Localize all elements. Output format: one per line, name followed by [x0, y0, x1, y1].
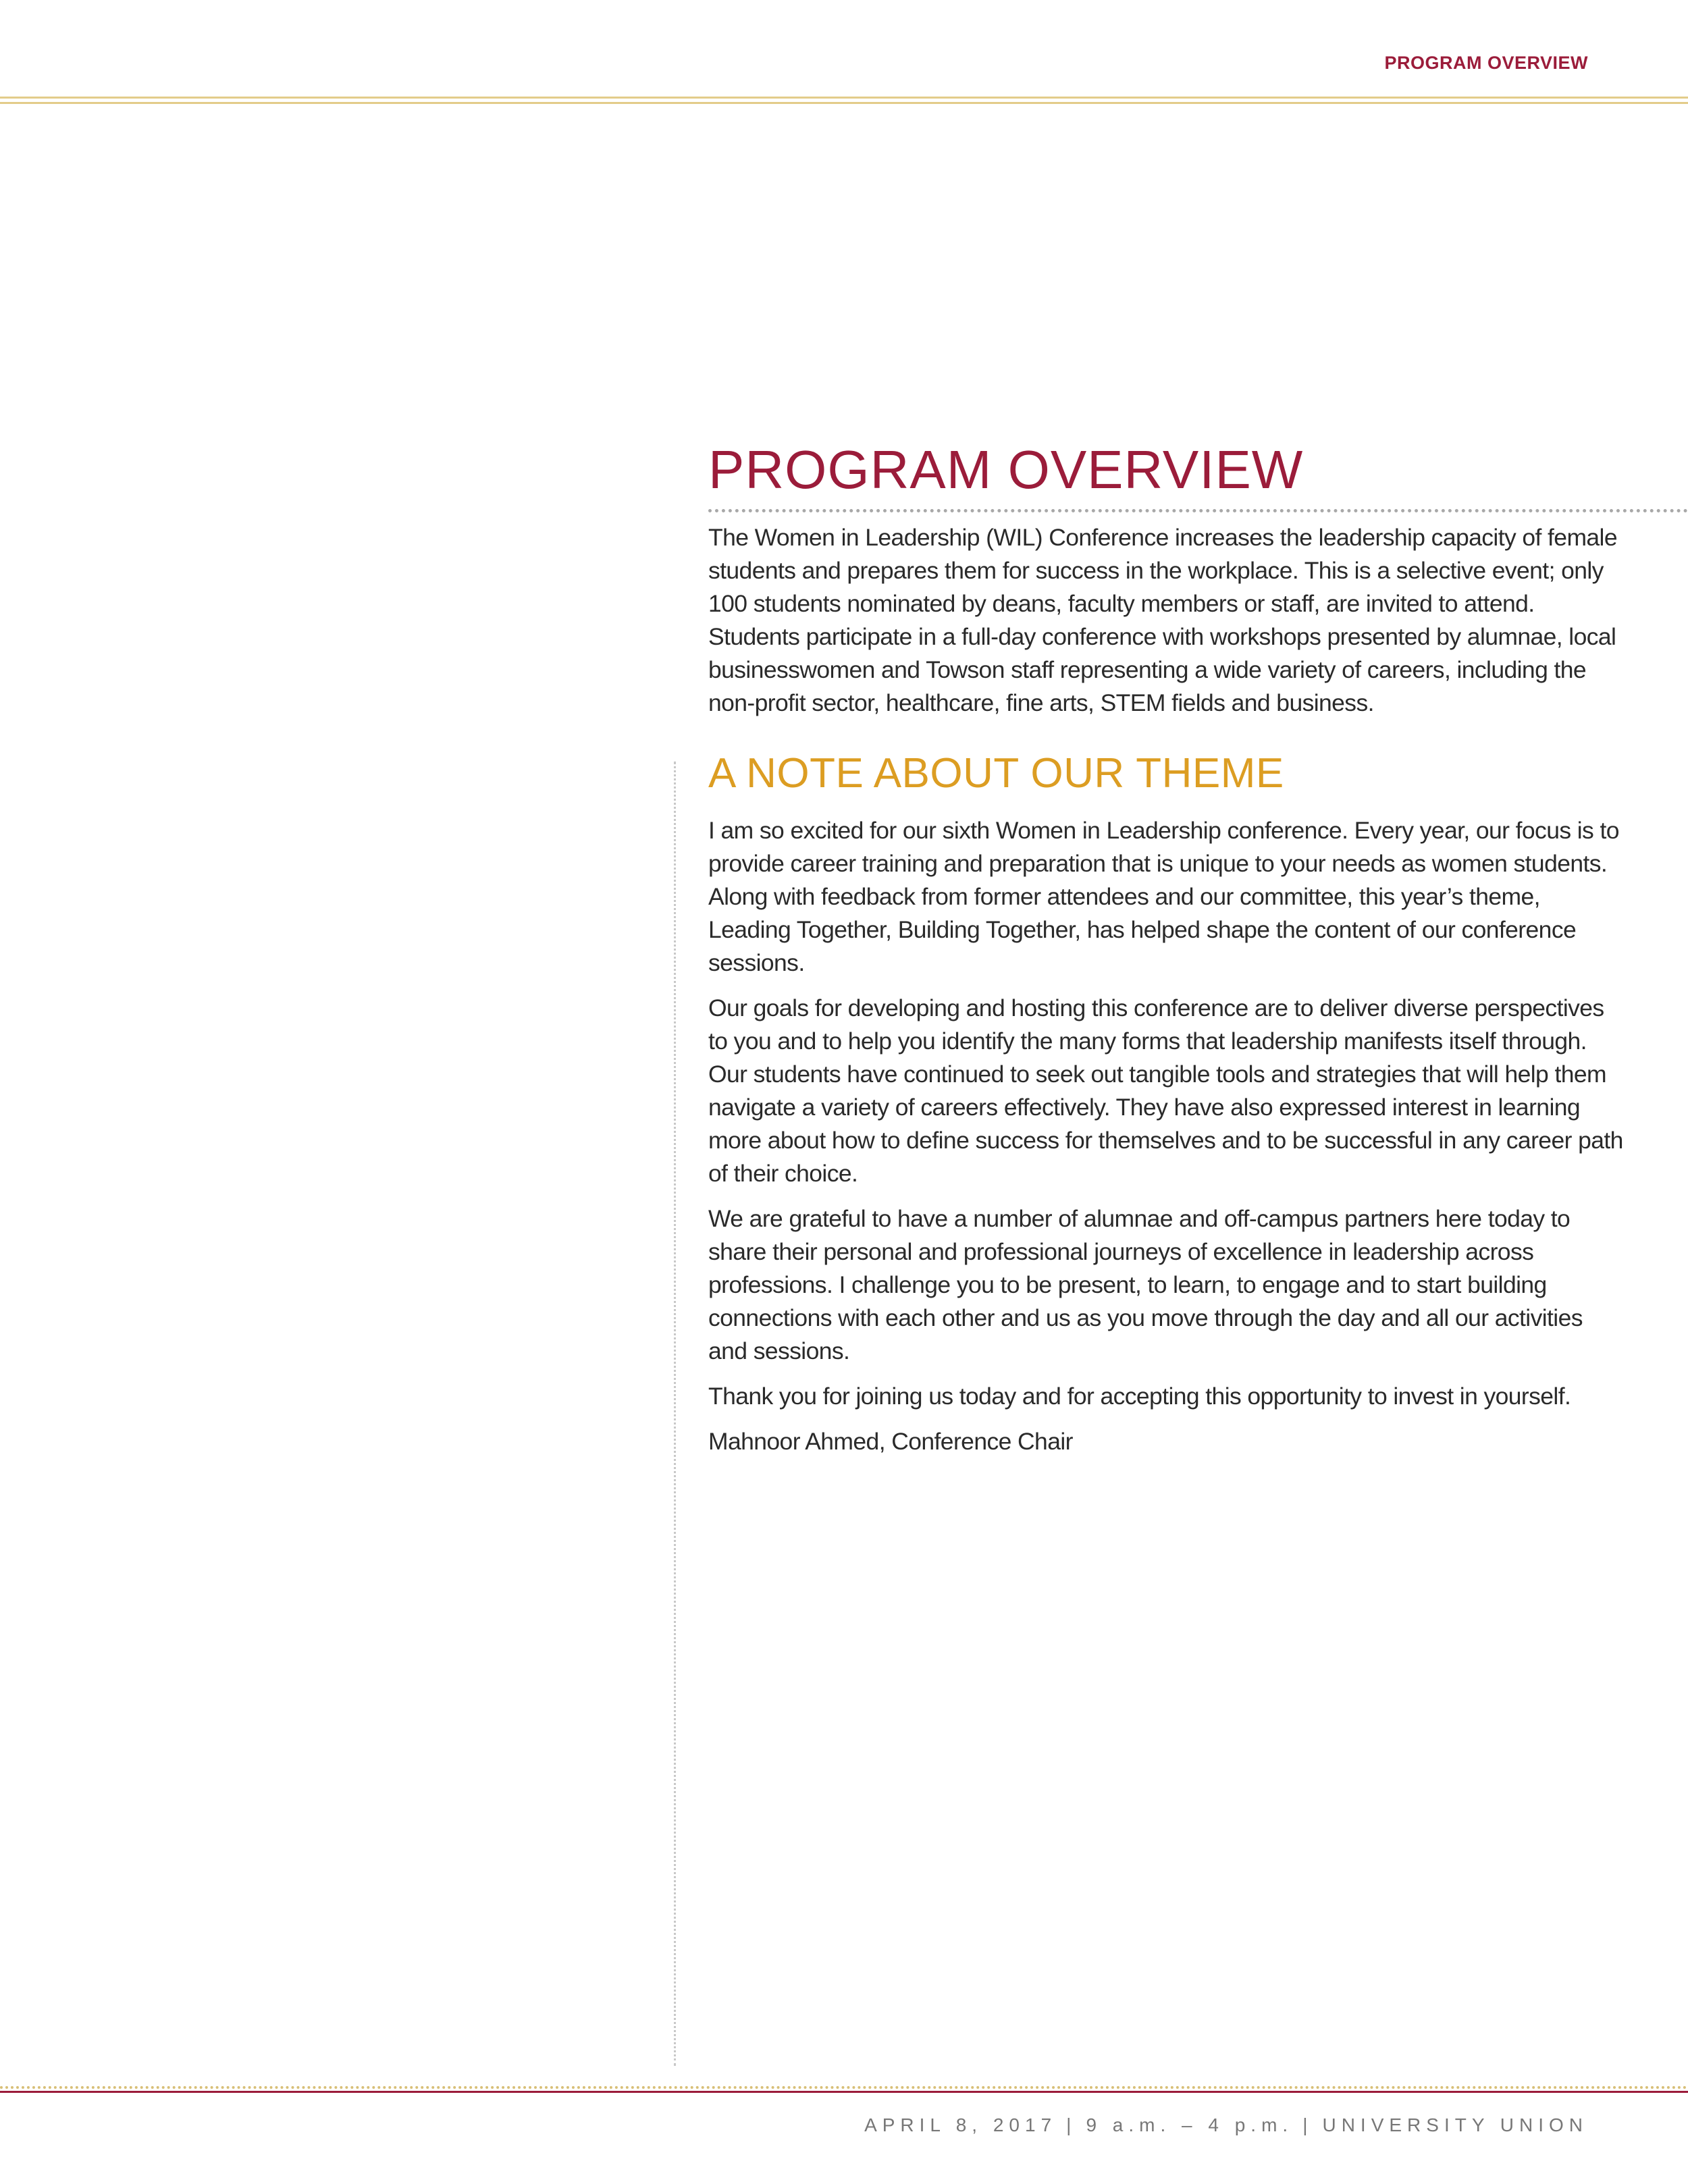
header-rule-bottom — [0, 102, 1688, 104]
header-rule-top — [0, 97, 1688, 99]
note-body — [708, 814, 1627, 1458]
footer-dotted-rule — [0, 2086, 1688, 2089]
note-paragraph-3: We are grateful to have a number of alumnae and off-campus partners here today to share their personal and professional journeys of excellence in leadership across professions. I challenge you to be present, to learn, to engage and to start building connections with each other and us as you move through the day and all our activities and sessions. — [708, 1205, 1583, 1364]
page-title: PROGRAM OVERVIEW — [708, 440, 1304, 500]
running-header-title: PROGRAM OVERVIEW — [1384, 53, 1588, 73]
note-paragraph-1: I am so excited for our sixth Women in Leadership conference. Every year, our focus is to provide career training and preparation that is unique to your needs as women students. Along with feedback from former attendees and our committee, this year’s theme, Leading Together, Building Together, has helped shape the content of our conference sessions. — [708, 817, 1619, 976]
note-signature: Mahnoor Ahmed, Conference Chair — [708, 1428, 1073, 1455]
column-divider — [674, 762, 676, 2066]
note-heading: A NOTE ABOUT OUR THEME — [708, 750, 1284, 797]
footer-solid-rule — [0, 2091, 1688, 2093]
program-overview-section — [708, 439, 1627, 720]
main-content — [708, 439, 1627, 1470]
note-paragraph-4: Thank you for joining us today and for accepting this opportunity to invest in yourself. — [708, 1383, 1571, 1410]
footer-separator: | — [1302, 2114, 1313, 2135]
footer-date: APRIL 8, 2017 — [864, 2114, 1057, 2135]
footer-location: UNIVERSITY UNION — [1322, 2114, 1588, 2135]
theme-note-section — [708, 748, 1627, 1458]
footer-time: 9 a.m. – 4 p.m. — [1086, 2114, 1294, 2135]
note-paragraph-2: Our goals for developing and hosting this conference are to deliver diverse perspectives to you and to help you identify the many forms that leadership manifests itself through. Our students have continued to seek out tangible tools and strategies that will help them navigate a variety of careers effectively. They have also expressed interest in learning more about how to define success for themselves and to be successful in any career path of their choice. — [708, 994, 1623, 1187]
footer-separator: | — [1066, 2114, 1077, 2135]
footer-event-info — [864, 2114, 1588, 2136]
overview-paragraph: The Women in Leadership (WIL) Conference increases the leadership capacity of female students and prepares them for success in the workplace. This is a selective event; only 100 students nominated by deans, faculty members or staff, are invited to attend. Students participate in a full-day conference with workshops presented by alumnae, local businesswomen and Towson staff representing a wide variety of careers, including the non-profit sector, healthcare, fine arts, STEM fields and business. — [708, 524, 1617, 716]
